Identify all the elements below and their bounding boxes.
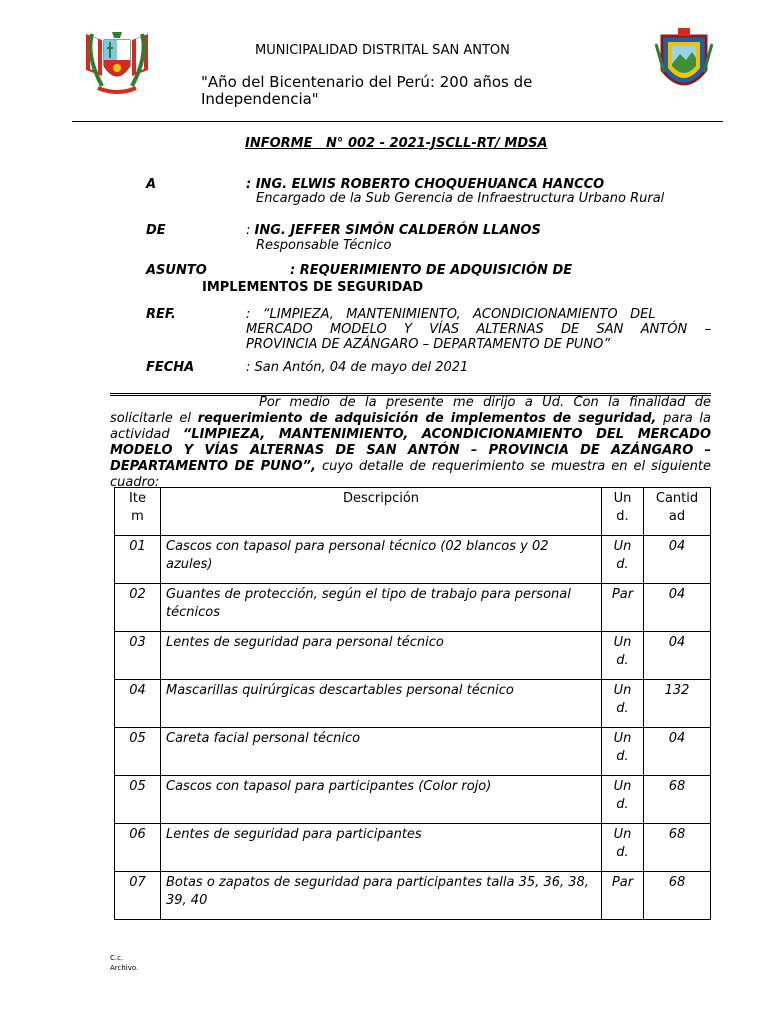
- cell-description: Cascos con tapasol para participantes (Color rojo): [161, 776, 602, 824]
- cell-quantity: 04: [644, 584, 711, 632]
- cell-quantity: 68: [644, 824, 711, 872]
- date-value: : San Antón, 04 de mayo del 2021: [246, 360, 469, 375]
- municipality-name: MUNICIPALIDAD DISTRITAL SAN ANTON: [255, 43, 510, 58]
- peru-coat-of-arms-icon: [80, 26, 154, 98]
- table-row: [115, 776, 711, 824]
- cell-description: Mascarillas quirúrgicas descartables personal técnico: [161, 680, 602, 728]
- to-name: : ING. ELWIS ROBERTO CHOQUEHUANCA HANCCO: [246, 177, 605, 192]
- subject-line-1: : REQUERIMIENTO DE ADQUISICIÓN DE: [290, 263, 573, 278]
- table-row: [115, 680, 711, 728]
- cell-quantity: 68: [644, 872, 711, 920]
- cell-unit: Un d.: [602, 680, 644, 728]
- cell-unit: Un d.: [602, 776, 644, 824]
- year-motto: "Año del Bicentenario del Perú: 200 años de Independencia": [201, 73, 533, 108]
- table-row: [115, 536, 711, 584]
- cell-description: Guantes de protección, según el tipo de trabajo para personal técnicos: [161, 584, 602, 632]
- cell-unit: Un d.: [602, 632, 644, 680]
- ref-label: REF.: [146, 307, 176, 322]
- body-text-3: cuyo detalle de requerimiento se muestra en el siguiente cuadro:: [110, 459, 711, 490]
- to-role: Encargado de la Sub Gerencia de Infraestructura Urbano Rural: [256, 191, 665, 206]
- from-line: [246, 223, 541, 238]
- cell-unit: Un d.: [602, 728, 644, 776]
- cell-quantity: 04: [644, 632, 711, 680]
- cell-item: 06: [115, 824, 161, 872]
- cell-item: 01: [115, 536, 161, 584]
- header-item: Ite m: [115, 488, 161, 536]
- cell-unit: Par: [602, 584, 644, 632]
- body-text-bold-1: requerimiento de adquisición de implementos de seguridad,: [197, 411, 657, 426]
- body-text-2: para la actividad: [110, 411, 711, 442]
- body-text-1: Por medio de la presente me dirijo a Ud. Con la finalidad de solicitarle el: [110, 395, 711, 426]
- body-text-bold-2: “LIMPIEZA, MANTENIMIENTO, ACONDICIONAMIENTO DEL MERCADO MODELO Y VÍAS ALTERNAS DE SAN ANTÓN – PROVINCIA DE AZÁNGARO – DEPARTAMENTO DE PUNO”,: [110, 427, 711, 474]
- cell-unit: Un d.: [602, 824, 644, 872]
- ref-line-2: MERCADO MODELO Y VÍAS ALTERNAS DE SAN ANTÓN –: [246, 322, 711, 337]
- san-anton-coat-of-arms-icon: [654, 26, 714, 98]
- cell-item: 07: [115, 872, 161, 920]
- ref-line-3: PROVINCIA DE AZÁNGARO – DEPARTAMENTO DE PUNO”: [246, 337, 611, 352]
- archive-label: Archivo.: [110, 964, 139, 972]
- cell-item: 05: [115, 776, 161, 824]
- from-label: DE: [146, 223, 166, 238]
- table-row: [115, 584, 711, 632]
- cell-quantity: 04: [644, 728, 711, 776]
- header-unit: Un d.: [602, 488, 644, 536]
- cell-quantity: 04: [644, 536, 711, 584]
- header-description: Descripción: [161, 488, 602, 536]
- table-row: [115, 728, 711, 776]
- subject-line-2: IMPLEMENTOS DE SEGURIDAD: [202, 280, 424, 295]
- cc-label: C.c.: [110, 954, 124, 962]
- report-title: INFORME N° 002 - 2021-JSCLL-RT/ MDSA: [245, 136, 548, 151]
- cell-item: 05: [115, 728, 161, 776]
- from-role: Responsable Técnico: [256, 238, 392, 253]
- ref-line-1: : “LIMPIEZA, MANTENIMIENTO, ACONDICIONAMIENTO DEL: [246, 307, 656, 322]
- date-label: FECHA: [146, 360, 195, 375]
- table-row: [115, 824, 711, 872]
- subject-label: ASUNTO: [146, 263, 207, 278]
- header-divider: [72, 121, 723, 122]
- to-label: A: [146, 177, 157, 192]
- body-paragraph: [110, 395, 711, 491]
- cell-description: Careta facial personal técnico: [161, 728, 602, 776]
- cell-unit: Un d.: [602, 536, 644, 584]
- cell-unit: Par: [602, 872, 644, 920]
- cell-description: Lentes de seguridad para participantes: [161, 824, 602, 872]
- table-header-row: [115, 488, 711, 536]
- from-colon: :: [246, 223, 251, 238]
- cell-item: 02: [115, 584, 161, 632]
- footer-cc: [110, 953, 138, 973]
- table-row: [115, 632, 711, 680]
- from-name: ING. JEFFER SIMÓN CALDERÓN LLANOS: [254, 223, 541, 238]
- header-quantity: Cantid ad: [644, 488, 711, 536]
- cell-item: 03: [115, 632, 161, 680]
- cell-description: Lentes de seguridad para personal técnico: [161, 632, 602, 680]
- cell-description: Cascos con tapasol para personal técnico (02 blancos y 02 azules): [161, 536, 602, 584]
- cell-quantity: 68: [644, 776, 711, 824]
- table-row: [115, 872, 711, 920]
- cell-quantity: 132: [644, 680, 711, 728]
- requirements-table: [114, 487, 711, 920]
- cell-item: 04: [115, 680, 161, 728]
- cell-description: Botas o zapatos de seguridad para participantes talla 35, 36, 38, 39, 40: [161, 872, 602, 920]
